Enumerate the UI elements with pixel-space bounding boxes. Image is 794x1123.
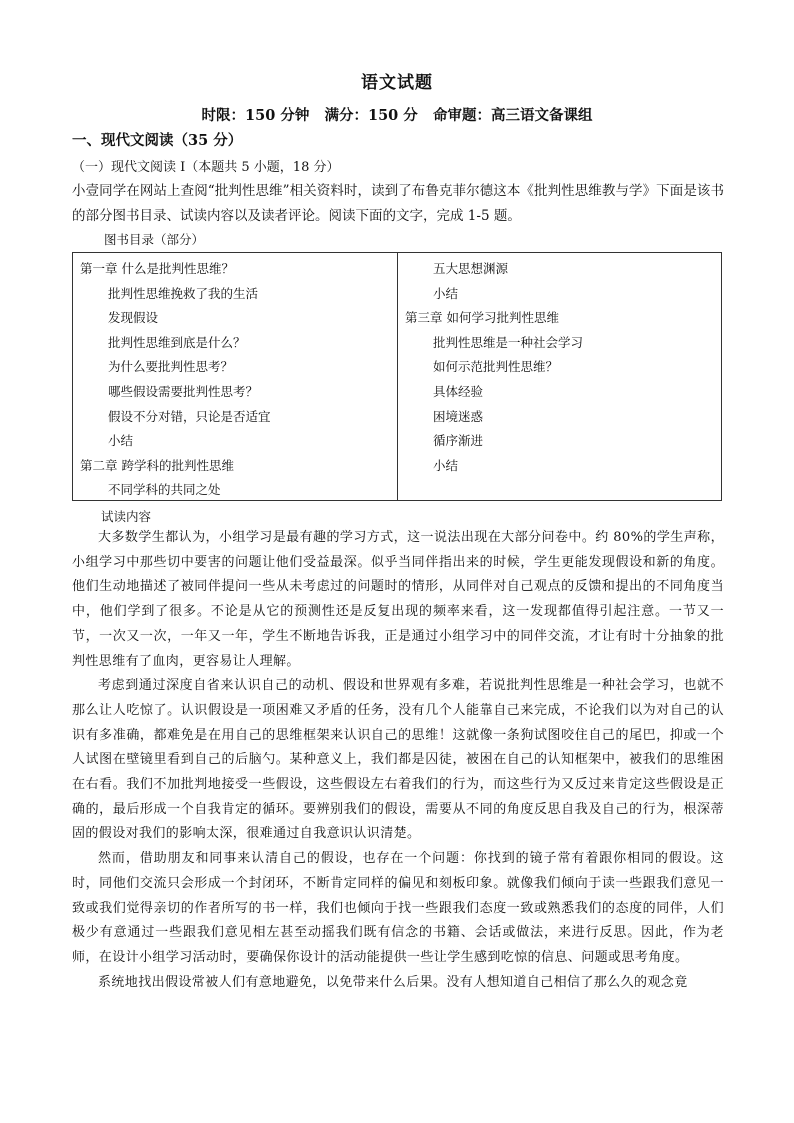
toc-entry: 具体经验 [433, 383, 484, 399]
toc-entry: 第二章 跨学科的批判性思维 [80, 457, 234, 473]
toc-entry: 五大思想渊源 [433, 261, 509, 276]
toc-entry: 假设不分对错，只论是否适宜 [108, 408, 271, 424]
section-heading: 一、现代文阅读（35 分） [72, 132, 243, 149]
toc-entry: 批判性思维是一种社会学习 [433, 334, 584, 350]
toc-entry: 第三章 如何学习批判性思维 [405, 310, 559, 326]
toc-left-column [80, 257, 271, 503]
passage-paragraph: 大多数学生都认为，小组学习是最有趣的学习方式，这一说法出现在大部分问卷中。约 80%的学生声称，小组学习中那些切中要害的问题让他们受益最深。似乎当同伴指出来的时候，学生更能发现假设和新的角度。他们生动地描述了被同伴提问一些从未考虑过的问题时的情形，从同伴对自己观点的反馈和提出的不同角度当中，他们学到了很多。不论是从它的预测性还是反复出现的频率来看，这一发现都值得引起注意。一节又一节，一次又一次，一年又一年，学生不断地告诉我，正是通过小组学习中的同伴交流，才让有时十分抽象的批判性思维有了血肉，更容易让人理解。 [72, 530, 724, 669]
toc-right-column [405, 257, 583, 478]
trial-passage [72, 526, 724, 995]
subsection-heading: （一）现代文阅读 I（本题共 5 小题，18 分） [72, 160, 340, 175]
passage-paragraph: 然而，借助朋友和同事来认清自己的假设，也存在一个问题：你找到的镜子常有着跟你相同的假设。这时，同他们交流只会形成一个封闭环，不断肯定同样的偏见和刻板印象。就像我们倾向于读一些跟我们意见一致或我们觉得亲切的作者所写的书一样，我们也倾向于找一些跟我们态度一致或熟悉我们的态度的同伴，人们极少有意通过一些跟我们意见相左甚至动摇我们既有信念的书籍、会话或做法，来进行反思。因此，作为老师，在设计小组学习活动时，要确保你设计的活动能提供一些让学生感到吃惊的信息、问题或思考角度。 [72, 851, 724, 965]
toc-entry: 哪些假设需要批判性思考？ [108, 383, 259, 399]
passage-paragraph: 系统地找出假设常被人们有意地避免，以免带来什么后果。没有人想知道自己相信了那么久的观念竟 [98, 974, 688, 990]
toc-caption: 图书目录（部分） [104, 232, 205, 247]
toc-divider [397, 253, 398, 500]
exam-title: 语文试题 [361, 73, 433, 93]
toc-entry: 如何示范批判性思维？ [433, 359, 559, 375]
toc-entry: 为什么要批判性思考？ [108, 359, 234, 375]
toc-entry: 批判性思维到底是什么？ [108, 334, 246, 350]
toc-entry: 困境迷惑 [433, 408, 484, 424]
toc-entry: 不同学科的共同之处 [108, 482, 221, 498]
trial-label: 试读内容 [101, 509, 152, 524]
toc-entry: 批判性思维挽救了我的生活 [108, 285, 259, 301]
toc-entry: 循序渐进 [433, 433, 484, 449]
toc-entry: 小结 [433, 285, 459, 301]
toc-entry: 第一章 什么是批判性思维？ [80, 261, 234, 276]
passage-paragraph: 考虑到通过深度自省来认识自己的动机、假设和世界观有多难，若说批判性思维是一种社会学习，也就不那么让人吃惊了。认识假设是一项困难又矛盾的任务，没有几个人能靠自己来完成，不论我们以为对自己的认识有多准确，都难免是在用自己的思维框架来认识自己的思维！这就像一条狗试图咬住自己的尾巴，抑或一个人试图在壁镜里看到自己的后脑勺。某种意义上，我们都是囚徒，被困在自己的认知框架中，被我们的思维困在右看。我们不加批判地接受一些假设，这些假设左右着我们的行为，而这些行为又反过来肯定这些假设是正确的，最后形成一个自我肯定的循环。要辨别我们的假设，需要从不同的角度反思自我及自己的行为，根深蒂固的假设对我们的影响太深，很难通过自我意识认识清楚。 [72, 678, 724, 842]
intro-paragraph: 小壹同学在网站上查阅“批判性思维”相关资料时，读到了布鲁克菲尔德这本《批判性思维教与学》下面是该书的部分图书目录、试读内容以及读者评论。阅读下面的文字，完成 1-5 题。 [72, 183, 724, 224]
toc-entry: 发现假设 [108, 310, 159, 326]
toc-entry: 小结 [433, 457, 459, 473]
toc-entry: 小结 [108, 433, 134, 449]
toc-table [72, 252, 722, 501]
exam-subtitle: 时限：150 分钟 满分：150 分 命审题：高三语文备课组 [201, 107, 593, 124]
